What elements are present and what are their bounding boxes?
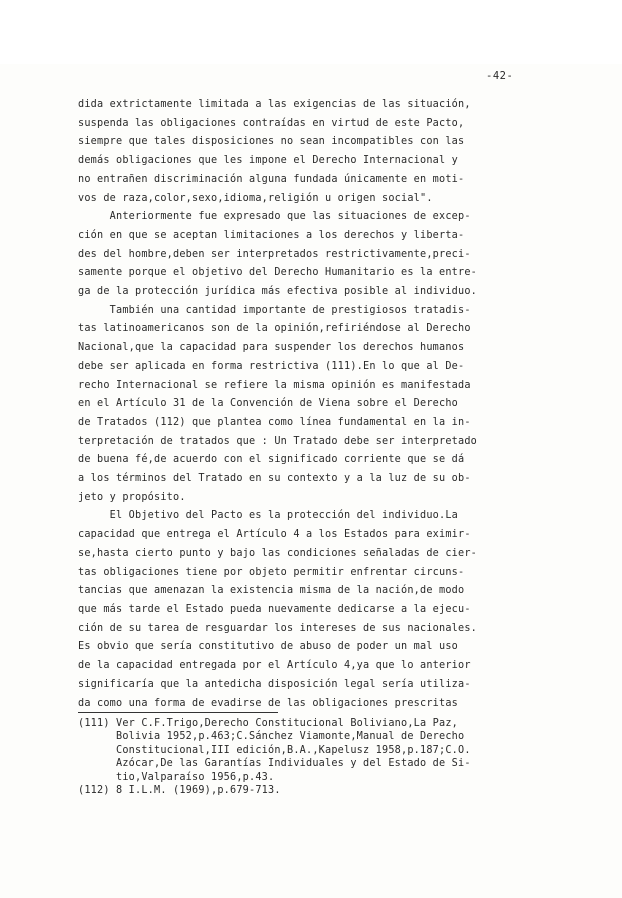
body-line: demás obligaciones que les impone el Derecho Internacional y — [78, 155, 459, 167]
body-line: de buena fé,de acuerdo con el significado corriente que se dá — [78, 454, 465, 466]
body-line: de Tratados (112) que plantea como línea fundamental en la in- — [78, 416, 471, 428]
body-line: significaría que la antedicha disposición legal sería utiliza- — [78, 678, 471, 690]
body-line: que más tarde el Estado pueda nuevamente dedicarse a la ejecu- — [78, 603, 471, 615]
body-line: ción de su tarea de resguardar los intereses de sus nacionales. — [78, 622, 478, 634]
body-line: siempre que tales disposiciones no sean incompatibles con las — [78, 136, 465, 148]
footnote-line: (111) Ver C.F.Trigo,Derecho Constitucional Boliviano,La Paz, — [78, 718, 459, 729]
footnote-line: Bolivia 1952,p.463;C.Sánchez Viamonte,Manual de Derecho — [78, 731, 465, 743]
body-line: a los términos del Tratado en su contexto y a la luz de su ob- — [78, 473, 471, 485]
body-line: samente porque el objetivo del Derecho Humanitario es la entre- — [78, 267, 478, 279]
body-line: de la capacidad entregada por el Artículo 4,ya que lo anterior — [78, 660, 471, 672]
body-line: tancias que amenazan la existencia misma de la nación,de modo — [78, 585, 465, 597]
body-line: recho Internacional se refiere la misma opinión es manifestada — [78, 379, 471, 391]
body-line: También una cantidad importante de prestigiosos tratadis- — [78, 304, 471, 316]
body-line: Anteriormente fue expresado que las situaciones de excep- — [78, 211, 471, 223]
body-line: jeto y propósito. — [78, 491, 186, 503]
body-line: Nacional,que la capacidad para suspender los derechos humanos — [78, 342, 465, 354]
body-line: dida extrictamente limitada a las exigencias de las situación, — [78, 99, 471, 110]
body-line: vos de raza,color,sexo,idioma,religión u origen social". — [78, 192, 433, 204]
footnotes — [78, 717, 558, 797]
body-line: des del hombre,deben ser interpretados restrictivamente,preci- — [78, 248, 471, 260]
body-line: tas obligaciones tiene por objeto permitir enfrentar circuns- — [78, 566, 465, 578]
footnote-line: Azócar,De las Garantías Individuales y del Estado de Si- — [78, 758, 471, 770]
body-line: ga de la protección jurídica más efectiva posible al individuo. — [78, 286, 478, 298]
body-line: capacidad que entrega el Artículo 4 a los Estados para eximir- — [78, 529, 471, 541]
body-line: El Objetivo del Pacto es la protección del individuo.La — [78, 510, 459, 522]
footnote-separator — [78, 712, 278, 713]
body-line: se,hasta cierto punto y bajo las condiciones señaladas de cier- — [78, 547, 478, 559]
page-number: -42- — [486, 70, 514, 82]
body-text — [78, 96, 558, 713]
body-line: suspenda las obligaciones contraídas en virtud de este Pacto, — [78, 117, 465, 129]
body-line: no entrañen discriminación alguna fundada únicamente en moti- — [78, 173, 465, 185]
body-line: terpretación de tratados que : Un Tratado debe ser interpretado — [78, 435, 478, 447]
body-line: en el Artículo 31 de la Convención de Viena sobre el Derecho — [78, 398, 459, 410]
body-line: tas latinoamericanos son de la opinión,refiriéndose al Derecho — [78, 323, 471, 335]
body-line: debe ser aplicada en forma restrictiva (111).En lo que al De- — [78, 360, 465, 372]
body-line: da como una forma de evadirse de las obligaciones prescritas — [78, 697, 459, 709]
footnote-line: Constitucional,III edición,B.A.,Kapelusz 1958,p.187;C.O. — [78, 744, 471, 756]
body-line: ción en que se aceptan limitaciones a los derechos y liberta- — [78, 229, 465, 241]
footnote-line: tio,Valparaíso 1956,p.43. — [78, 771, 275, 783]
footnote-line: (112) 8 I.L.M. (1969),p.679-713. — [78, 785, 281, 797]
body-line: Es obvio que sería constitutivo de abuso de poder un mal uso — [78, 641, 459, 653]
